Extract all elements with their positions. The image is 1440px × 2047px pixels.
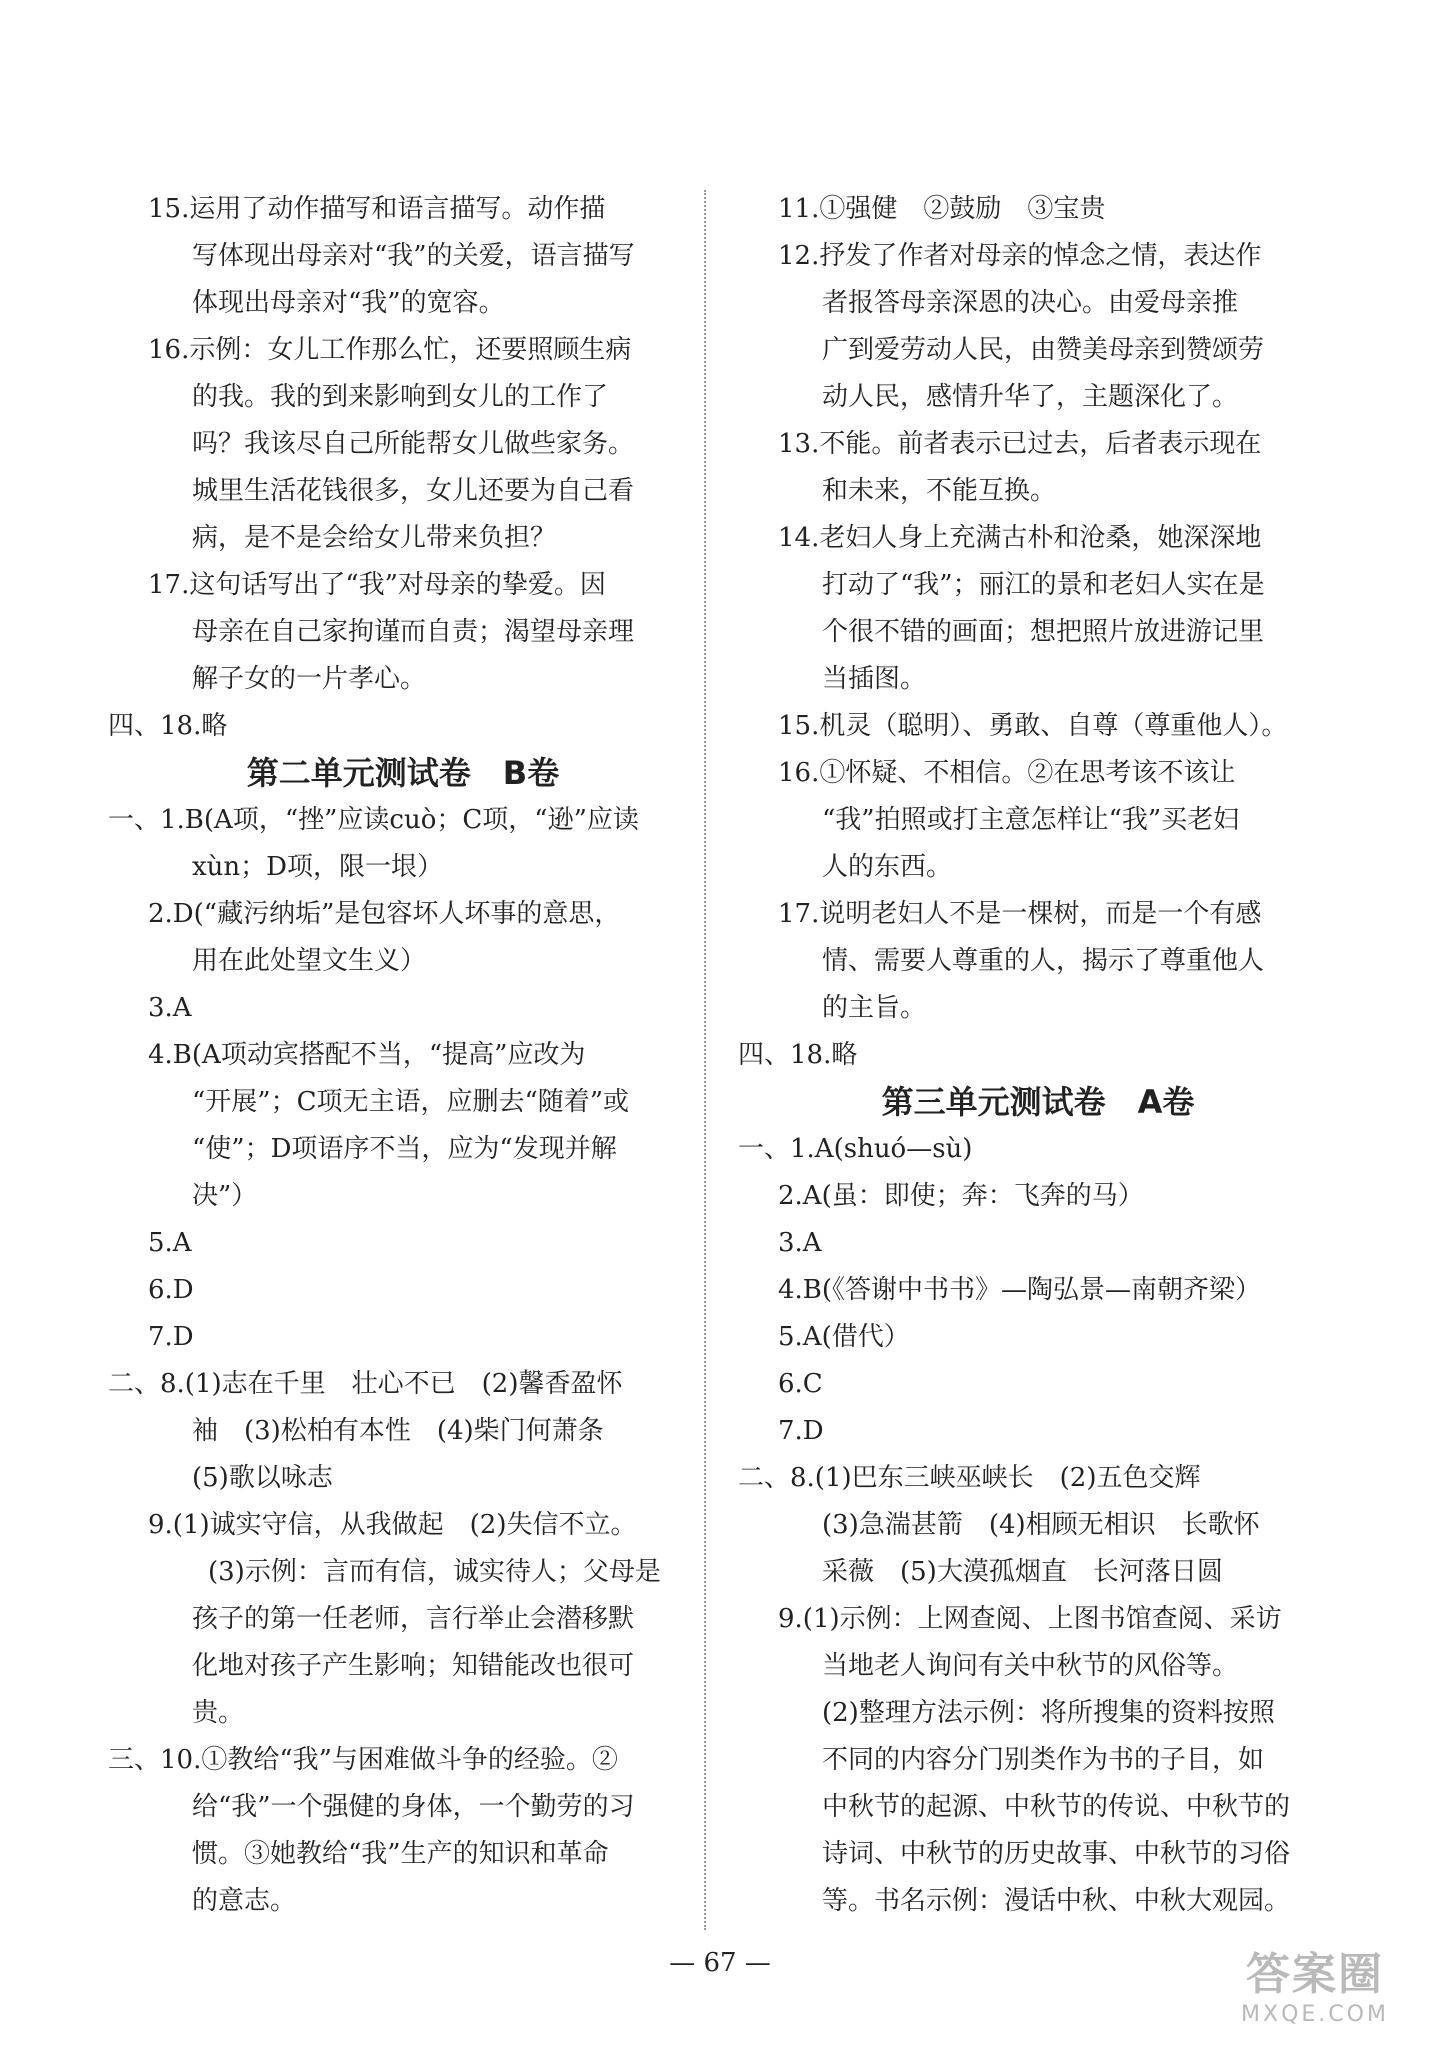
answer-line: 2.D(“藏污纳垢”是包容坏人坏事的意思，: [148, 899, 621, 929]
answer-line: 用在此处望文生义）: [192, 946, 427, 976]
page-number: — 67 —: [669, 1948, 771, 1978]
right-column: [738, 186, 1338, 1925]
answer-line: 一、1.B(A项，“挫”应读cuò；C项，“逊”应读: [108, 805, 639, 835]
answer-line: “开展”；C项无主语，应删去“随着”或: [192, 1087, 630, 1117]
answer-line: 采薇 (5)大漠孤烟直 长河落日圆: [822, 1557, 1223, 1587]
answer-line: 9.(1)诚实守信，从我做起 (2)失信不立。: [148, 1510, 637, 1540]
answer-line: 中秋节的起源、中秋节的传说、中秋节的: [822, 1792, 1291, 1822]
answer-line: 的主旨。: [822, 993, 927, 1023]
watermark-logo: [1210, 1949, 1420, 2039]
answer-line: 7.D: [778, 1416, 824, 1446]
answer-line: 3.A: [778, 1228, 822, 1258]
answer-line: 16.示例：女儿工作那么忙，还要照顾生病: [148, 335, 632, 365]
answer-line: 二、8.(1)志在千里 壮心不已 (2)馨香盈怀: [108, 1369, 623, 1399]
answer-line: 城里生活花钱很多，女儿还要为自己看: [192, 476, 635, 506]
section-title: 第三单元测试卷 A卷: [881, 1083, 1195, 1121]
answer-line: 给“我”一个强健的身体，一个勤劳的习: [192, 1792, 635, 1822]
answer-line: 人的东西。: [822, 852, 953, 882]
section-title: 第二单元测试卷 B卷: [246, 754, 560, 792]
answer-line: 的意志。: [192, 1886, 297, 1916]
answer-line: 写体现出母亲对“我”的关爱，语言描写: [192, 241, 635, 271]
answer-line: 和未来，不能互换。: [822, 476, 1057, 506]
answer-line: “使”；D项语序不当，应为“发现并解: [192, 1134, 617, 1164]
answer-line: 袖 (3)松柏有本性 (4)柴门何萧条: [192, 1416, 604, 1446]
answer-line: 17.说明老妇人不是一棵树，而是一个有感: [778, 899, 1262, 929]
watermark-url: MXQE.COM: [1241, 2002, 1389, 2027]
answer-line: 四、18.略: [738, 1040, 858, 1070]
answer-line: 2.A(虽：即使；奔：飞奔的马）: [778, 1181, 1144, 1211]
answer-line: 四、18.略: [108, 711, 228, 741]
answer-line: (5)歌以咏志: [192, 1463, 333, 1493]
answer-line: 3.A: [148, 993, 192, 1023]
answer-line: 当插图。: [822, 664, 927, 694]
answer-line: 一、1.A(shuó—sù): [738, 1134, 973, 1164]
answer-line: 13.不能。前者表示已过去，后者表示现在: [778, 429, 1262, 459]
answer-line: 化地对孩子产生影响；知错能改也很可: [192, 1651, 635, 1681]
answer-line: 体现出母亲对“我”的宽容。: [192, 288, 505, 318]
answer-line: (3)急湍甚箭 (4)相顾无相识 长歌怀: [822, 1510, 1260, 1540]
answer-line: 6.C: [778, 1369, 823, 1399]
answer-line: 贵。: [192, 1698, 245, 1728]
answer-line: 解子女的一片孝心。: [192, 664, 427, 694]
answer-line: (3)示例：言而有信，诚实待人；父母是: [208, 1557, 661, 1587]
answer-line: 病，是不是会给女儿带来负担？: [192, 523, 557, 553]
answer-line: 吗？我该尽自己所能帮女儿做些家务。: [192, 429, 635, 459]
answer-line: 动人民，感情升华了，主题深化了。: [822, 382, 1239, 412]
answer-line: (2)整理方法示例：将所搜集的资料按照: [822, 1698, 1275, 1728]
answer-line: 母亲在自己家拘谨而自责；渴望母亲理: [192, 617, 635, 647]
answer-line: 惯。③她教给“我”生产的知识和革命: [192, 1839, 609, 1869]
answer-line: 个很不错的画面；想把照片放进游记里: [822, 617, 1265, 647]
answer-line: 4.B(A项动宾搭配不当，“提高”应改为: [148, 1040, 586, 1070]
answer-line: xùn；D项，限一垠）: [192, 852, 443, 882]
answer-line: 14.老妇人身上充满古朴和沧桑，她深深地: [778, 523, 1262, 553]
answer-line: 诗词、中秋节的历史故事、中秋节的习俗: [822, 1839, 1291, 1869]
answer-line: “我”拍照或打主意怎样让“我”买老妇: [822, 805, 1240, 835]
answer-line: 孩子的第一任老师，言行举止会潜移默: [192, 1604, 635, 1634]
answer-line: 广到爱劳动人民，由赞美母亲到赞颂劳: [822, 335, 1265, 365]
answer-line: 6.D: [148, 1275, 194, 1305]
answer-line: 决”）: [192, 1181, 258, 1211]
watermark-text: 答案圈: [1246, 1949, 1384, 2000]
answer-line: 者报答母亲深恩的决心。由爱母亲推: [822, 288, 1239, 318]
answer-line: 打动了“我”；丽江的景和老妇人实在是: [822, 570, 1265, 600]
answer-line: 12.抒发了作者对母亲的悼念之情，表达作: [778, 241, 1262, 271]
answer-line: 15.机灵（聪明）、勇敢、自尊（尊重他人）。: [778, 711, 1288, 741]
answer-line: 等。书名示例：漫话中秋、中秋大观园。: [822, 1886, 1291, 1916]
answer-line: 5.A(借代）: [778, 1322, 910, 1352]
answer-line: 15.运用了动作描写和语言描写。动作描: [148, 194, 606, 224]
answer-line: 7.D: [148, 1322, 194, 1352]
answer-line: 情、需要人尊重的人，揭示了尊重他人: [822, 946, 1265, 976]
answer-line: 不同的内容分门别类作为书的子目，如: [822, 1745, 1265, 1775]
answer-line: 4.B(《答谢中书书》—陶弘景—南朝齐梁）: [778, 1275, 1262, 1305]
answer-line: 16.①怀疑、不相信。②在思考该不该让: [778, 758, 1236, 788]
answer-line: 11.①强健 ②鼓励 ③宝贵: [778, 194, 1106, 224]
answer-line: 9.(1)示例：上网查阅、上图书馆查阅、采访: [778, 1604, 1282, 1634]
answer-line: 三、10.①教给“我”与困难做斗争的经验。②: [108, 1745, 618, 1775]
answer-line: 17.这句话写出了“我”对母亲的挚爱。因: [148, 570, 606, 600]
answer-line: 二、8.(1)巴东三峡巫峡长 (2)五色交辉: [738, 1463, 1201, 1493]
answer-line: 5.A: [148, 1228, 192, 1258]
column-divider: [704, 190, 706, 1930]
left-column: [108, 186, 698, 1925]
answer-line: 的我。我的到来影响到女儿的工作了: [192, 382, 609, 412]
answer-line: 当地老人询问有关中秋节的风俗等。: [822, 1651, 1239, 1681]
